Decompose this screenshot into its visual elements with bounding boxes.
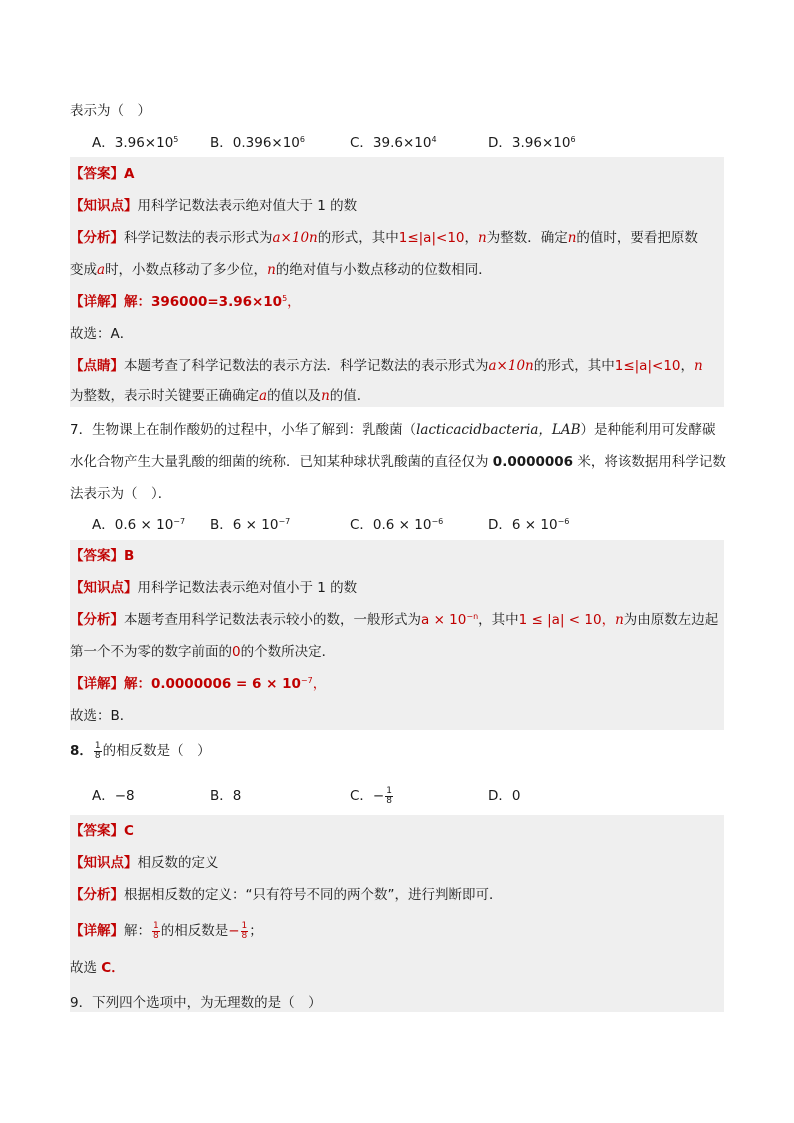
q8-option-d[interactable]: D．0 [488, 788, 521, 804]
q8-stem: 8． $\frac{1}{8}$ 的相反数是（ ） [70, 740, 211, 761]
q6-option-a[interactable]: A．$3.96\times 10^5$ [92, 135, 179, 151]
q7-option-b[interactable]: B．$6 \times 10^{-7}$ [210, 517, 291, 533]
q8-solution-box [70, 815, 724, 1012]
q6-selection: 故选：A． [70, 326, 134, 342]
q6-option-c[interactable]: C．$39.6\times 10^4$ [350, 135, 437, 151]
q6-option-d[interactable]: D．$3.96\times 10^6$ [488, 135, 576, 151]
q8-answer: 【答案】C [70, 823, 134, 839]
q7-analysis-line1: 【分析】本题考查用科学记数法表示较小的数，一般形式为$a \times 10^{-n}$，其中1 ≤ |a| < 10，n为由原数左边起 [70, 612, 719, 628]
q7-solution-box [70, 540, 724, 730]
q7-stem-line3: 法表示为（ ）． [70, 486, 172, 502]
q8-knowledge-point: 【知识点】相反数的定义 [70, 855, 219, 871]
q9-stem: 9．下列四个选项中，为无理数的是（ ） [70, 995, 322, 1011]
q7-option-d[interactable]: D．$6 \times 10^{-6}$ [488, 517, 570, 533]
q6-comment-line1: 【点睛】本题考查了科学记数法的表示方法．科学记数法的表示形式为a×10n的形式，其中1≤|a|<10，n [70, 358, 703, 374]
q6-comment-line2: 为整数，表示时关键要正确确定a的值以及n的值． [70, 388, 371, 404]
q6-option-b[interactable]: B．$0.396\times 10^6$ [210, 135, 305, 151]
q7-answer: 【答案】B [70, 548, 135, 564]
q7-knowledge-point: 【知识点】用科学记数法表示绝对值小于 1 的数 [70, 580, 358, 596]
q8-option-b[interactable]: B．8 [210, 788, 242, 804]
q6-stem-tail: 表示为（ ） [70, 103, 151, 119]
q7-option-a[interactable]: A．$0.6 \times 10^{-7}$ [92, 517, 186, 533]
q7-option-c[interactable]: C．$0.6 \times 10^{-6}$ [350, 517, 444, 533]
q8-fraction: $\frac{1}{8}$ [94, 740, 101, 761]
q6-detail: 【详解】解：$396000=3.96\times 10^5$， [70, 294, 301, 310]
q6-analysis-line1: 【分析】科学记数法的表示形式为a×10n的形式，其中1≤|a|<10，n为整数．确定n的值时，要看把原数 [70, 230, 698, 246]
q7-detail: 【详解】解：$0.0000006 = 6 \times 10^{-7}$， [70, 676, 327, 692]
q8-analysis: 【分析】根据相反数的定义：“只有符号不同的两个数”，进行判断即可． [70, 887, 503, 903]
q7-stem-line1: 7．生物课上在制作酸奶的过程中，小华了解到：乳酸菌（lacticacidbacteria，LAB）是种能利用可发酵碳 [70, 422, 716, 438]
q8-detail: 【详解】解： $\frac{1}{8}$ 的相反数是− $\frac{1}{8}$ ； [70, 920, 263, 941]
q6-solution-box [70, 157, 724, 407]
q7-analysis-line2: 第一个不为零的数字前面的0的个数所决定． [70, 644, 336, 660]
q8-option-c[interactable]: C．− $\frac{1}{8}$ [350, 785, 392, 806]
q7-selection: 故选：B． [70, 708, 134, 724]
q6-answer: 【答案】A [70, 166, 135, 182]
q6-knowledge-point: 【知识点】用科学记数法表示绝对值大于 1 的数 [70, 198, 358, 214]
q6-analysis-line2: 变成a时，小数点移动了多少位，n的绝对值与小数点移动的位数相同． [70, 262, 492, 278]
q8-selection: 故选 C． [70, 960, 125, 976]
q7-stem-line2: 水化合物产生大量乳酸的细菌的统称．已知某种球状乳酸菌的直径仅为 0.0000006 米，将该数据用科学记数 [70, 454, 726, 470]
q8-option-a[interactable]: A．−8 [92, 788, 135, 804]
